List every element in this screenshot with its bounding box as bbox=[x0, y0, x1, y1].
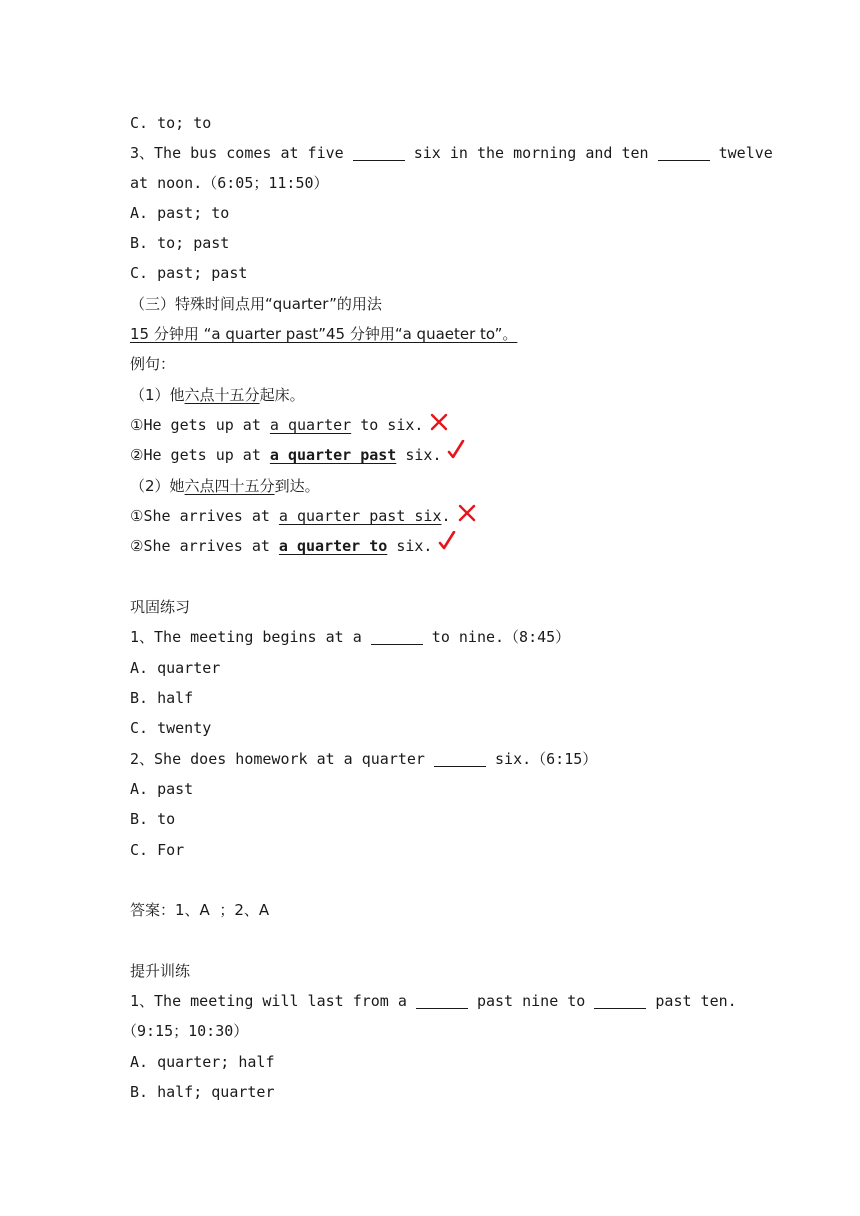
advanced-title: 提升训练 bbox=[130, 962, 191, 980]
q3-option-c: C. past; past bbox=[130, 264, 248, 282]
q3-option-a: A. past; to bbox=[130, 204, 230, 222]
example-2-right: ②She arrives at a quarter to six. bbox=[130, 531, 458, 561]
practice-title: 巩固练习 bbox=[130, 598, 191, 616]
answer-blank[interactable] bbox=[594, 990, 646, 1009]
advanced-q1-option-a: A. quarter; half bbox=[130, 1053, 275, 1071]
example-1-right: ②He gets up at a quarter past six. bbox=[130, 440, 467, 470]
example-1-wrong: ①He gets up at a quarter to six. bbox=[130, 410, 449, 440]
practice-q1-option-a: A. quarter bbox=[130, 659, 221, 677]
answer-blank[interactable] bbox=[416, 990, 468, 1009]
cross-icon bbox=[457, 503, 477, 523]
cross-icon bbox=[429, 412, 449, 432]
practice-q2: 2、She does homework at a quarter six.（6:15） bbox=[130, 750, 598, 768]
section-3-title: （三）特殊时间点用“quarter”的用法 bbox=[130, 295, 382, 313]
practice-q1-option-c: C. twenty bbox=[130, 719, 212, 737]
answer-blank[interactable] bbox=[371, 626, 423, 645]
practice-q2-option-a: A. past bbox=[130, 780, 194, 798]
answer-blank[interactable] bbox=[658, 142, 710, 161]
answer-blank[interactable] bbox=[434, 748, 486, 767]
question-3-cont: at noon.（6:05；11:50） bbox=[130, 174, 329, 192]
example-2: （2）她六点四十五分到达。 bbox=[130, 477, 320, 495]
answer-blank[interactable] bbox=[353, 142, 405, 161]
practice-q2-option-c: C. For bbox=[130, 841, 185, 859]
option-c-prev: C. to; to bbox=[130, 114, 212, 132]
advanced-q1: 1、The meeting will last from a past nine to past ten. bbox=[130, 992, 737, 1010]
q3-option-b: B. to; past bbox=[130, 234, 230, 252]
answer-line: 答案：1、A ；2、A bbox=[130, 901, 270, 919]
example-1: （1）他六点十五分起床。 bbox=[130, 386, 305, 404]
practice-q2-option-b: B. to bbox=[130, 810, 176, 828]
question-3: 3、The bus comes at five six in the morning and ten twelve bbox=[130, 144, 773, 162]
advanced-q1-cont: （9:15；10:30） bbox=[122, 1022, 249, 1040]
practice-q1-option-b: B. half bbox=[130, 689, 194, 707]
advanced-q1-option-b: B. half; quarter bbox=[130, 1083, 275, 1101]
check-icon bbox=[438, 531, 458, 553]
section-3-rule: 15 分钟用 “a quarter past”45 分钟用“a quaeter to”。 bbox=[130, 325, 518, 343]
practice-q1: 1、The meeting begins at a to nine.（8:45） bbox=[130, 628, 571, 646]
examples-label: 例句： bbox=[130, 355, 176, 373]
example-2-wrong: ①She arrives at a quarter past six. bbox=[130, 501, 477, 531]
check-icon bbox=[447, 440, 467, 462]
